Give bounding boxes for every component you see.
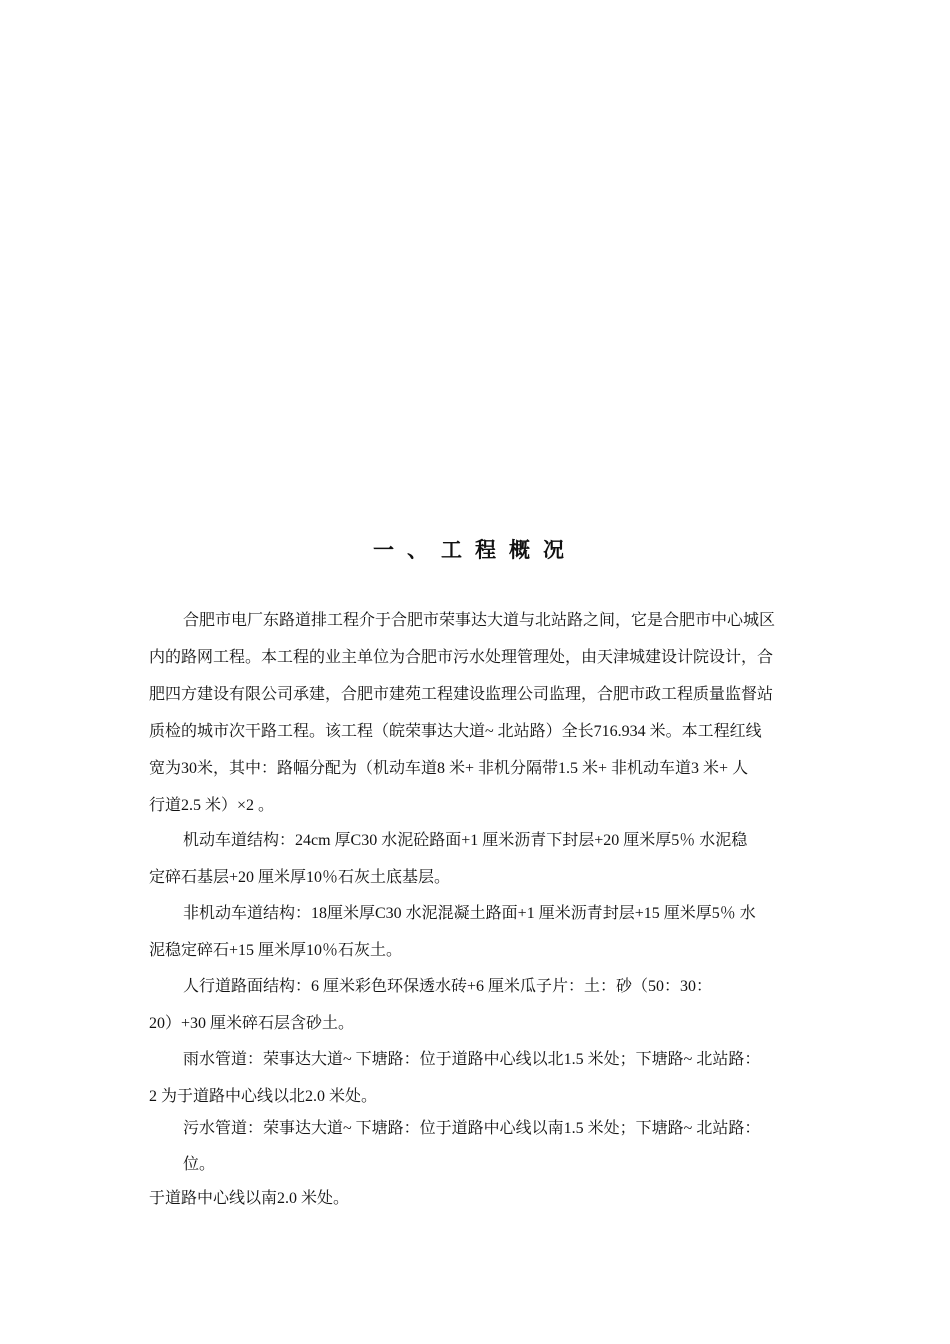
text-line: 质检的城市次干路工程。该工程（皖荣事达大道~ 北站路）全长716.934 米。本工程红线 [149, 723, 762, 740]
paragraph-sewage-pipe-continued [149, 1180, 802, 1217]
text-line: 位。 [183, 1156, 216, 1173]
text-line: 定碎石基层+20 厘米厚10％石灰土底基层。 [149, 869, 451, 886]
text-line: 泥稳定碎石+15 厘米厚10％石灰土。 [149, 942, 403, 959]
text-line: 20）+30 厘米碎石层含砂土。 [149, 1015, 355, 1032]
paragraph-sidewalk-structure [149, 968, 802, 1042]
text-line: 肥四方建设有限公司承建，合肥市建苑工程建设监理公司监理，合肥市政工程质量监督站 [149, 686, 774, 703]
text-line: 污水管道：荣事达大道~ 下塘路：位于道路中心线以南1.5 米处；下塘路~ 北站路： [183, 1120, 761, 1137]
paragraph-rainwater-pipe [149, 1041, 802, 1115]
text-line: 雨水管道：荣事达大道~ 下塘路：位于道路中心线以北1.5 米处；下塘路~ 北站路： [183, 1051, 761, 1068]
text-line: 于道路中心线以南2.0 米处。 [149, 1190, 350, 1207]
text-line: 机动车道结构：24cm 厚C30 水泥砼路面+1 厘米沥青下封层+20 厘米厚5％ 水泥稳 [183, 832, 748, 849]
text-line: 人行道路面结构：6 厘米彩色环保透水砖+6 厘米瓜子片：土：砂（50：30： [183, 978, 713, 995]
text-line: 行道2.5 米）×2 。 [149, 797, 275, 814]
paragraph-motorway-structure [149, 822, 802, 896]
text-line: 合肥市电厂东路道排工程介于合肥市荣事达大道与北站路之间，它是合肥市中心城区 [183, 612, 776, 629]
paragraph-sewage-pipe-fragment [183, 1146, 836, 1183]
text-line: 非机动车道结构：18厘米厚C30 水泥混凝土路面+1 厘米沥青封层+15 厘米厚5％ 水 [183, 905, 756, 922]
paragraph-sewage-pipe [149, 1110, 802, 1147]
section-title: 一、工程概况 [373, 538, 577, 562]
paragraph-non-motorway-structure [149, 895, 802, 969]
text-line: 2 为于道路中心线以北2.0 米处。 [149, 1088, 378, 1105]
text-line: 宽为30米，其中：路幅分配为（机动车道8 米+ 非机分隔带1.5 米+ 非机动车道3 米+ 人 [149, 760, 749, 777]
paragraph-project-overview [149, 602, 802, 824]
text-line: 内的路网工程。本工程的业主单位为合肥市污水处理管理处，由天津城建设计院设计，合 [149, 649, 774, 666]
